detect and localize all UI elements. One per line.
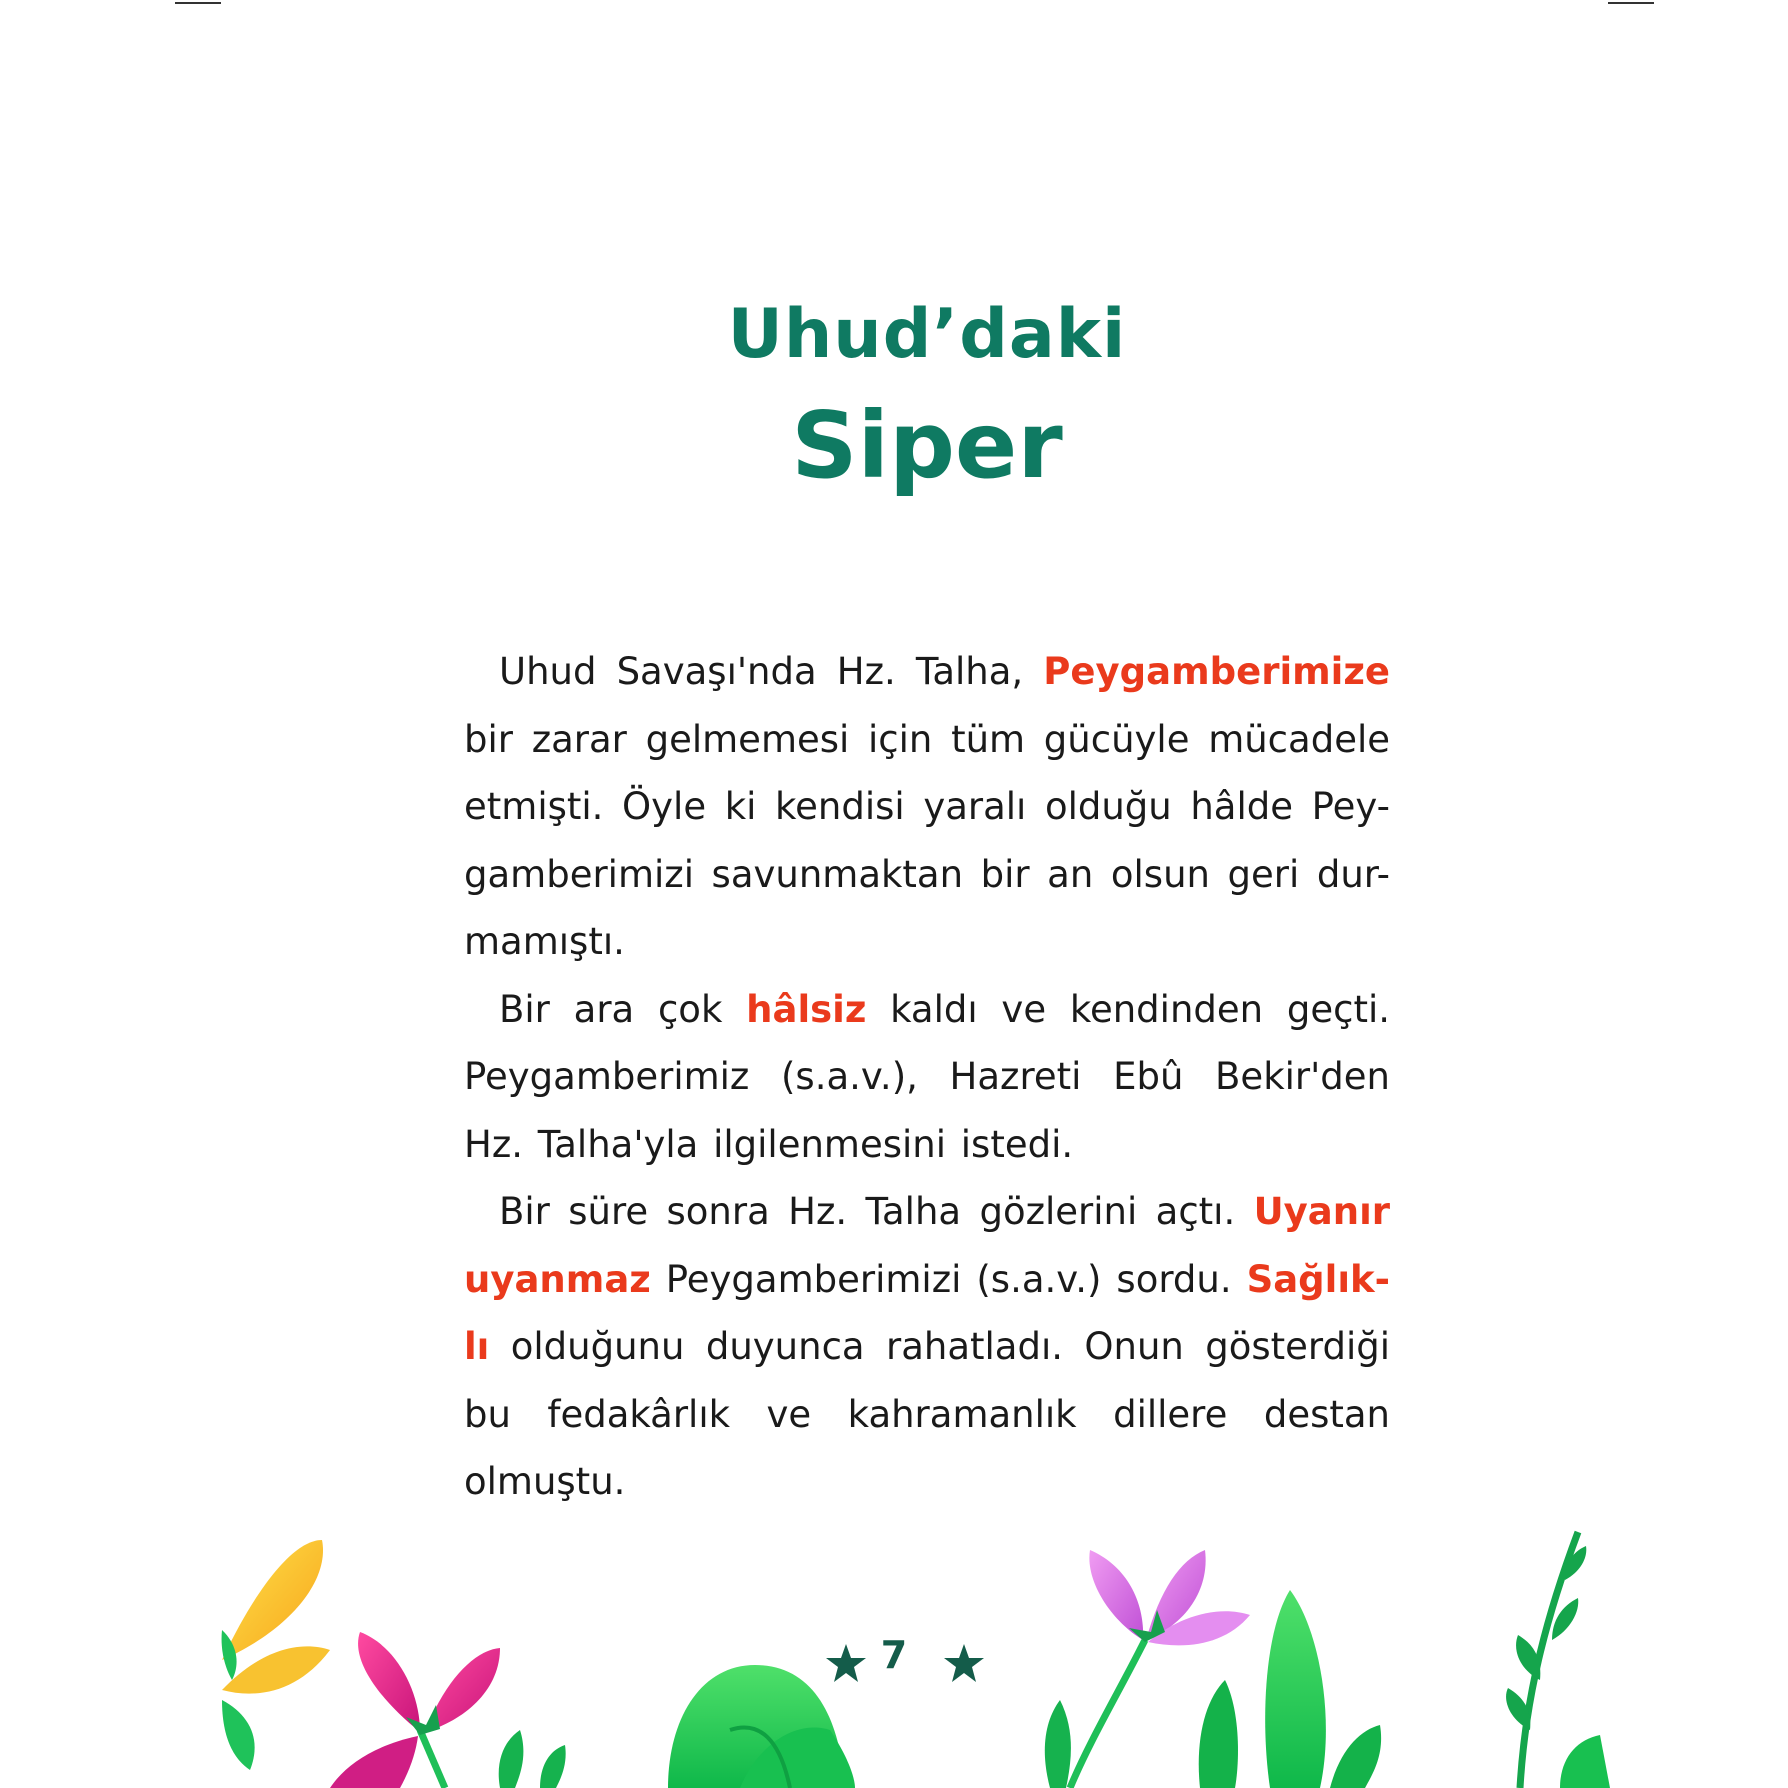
page-number: 7 (880, 1633, 908, 1677)
title-line-2: Siper (791, 392, 1063, 499)
highlight-word: hâlsiz (746, 987, 867, 1031)
highlight-word: Peygamberimize (1043, 650, 1390, 693)
text-segment: kaldı ve kendinden geçti. Peygamberimiz (s.a.v.), Hazreti Ebû Bekir'den Hz. Talha'yla ilgilenmesini istedi. (464, 987, 1390, 1166)
text-segment: Uhud Savaşı'nda Hz. Talha, (499, 650, 1044, 693)
text-segment: olduğunu duyunca rahatladı. Onun gösterdiği bu fedakârlık ve kahramanlık dillere destan olmuştu. (464, 1325, 1390, 1503)
green-bush (668, 1665, 855, 1788)
text-segment: Bir ara çok (499, 987, 747, 1031)
highlight-word: Uyanır uyanmaz (464, 1190, 1390, 1301)
text-segment: bir zarar gelmemesi için tüm gücüyle mücadele etmişti. Öyle ki kendisi yaralı olduğu hâlde Pey-gamberimizi savunmaktan bir an olsun geri dur-mamıştı. (464, 717, 1390, 963)
title-line-1: Uhud’daki (727, 295, 1127, 374)
text-segment: Peygamberimizi (s.a.v.) sordu. (650, 1257, 1247, 1301)
text-segment: Bir süre sonra Hz. Talha gözlerini açtı. (499, 1190, 1254, 1233)
highlight-word: Sağlık-lı (464, 1257, 1390, 1368)
